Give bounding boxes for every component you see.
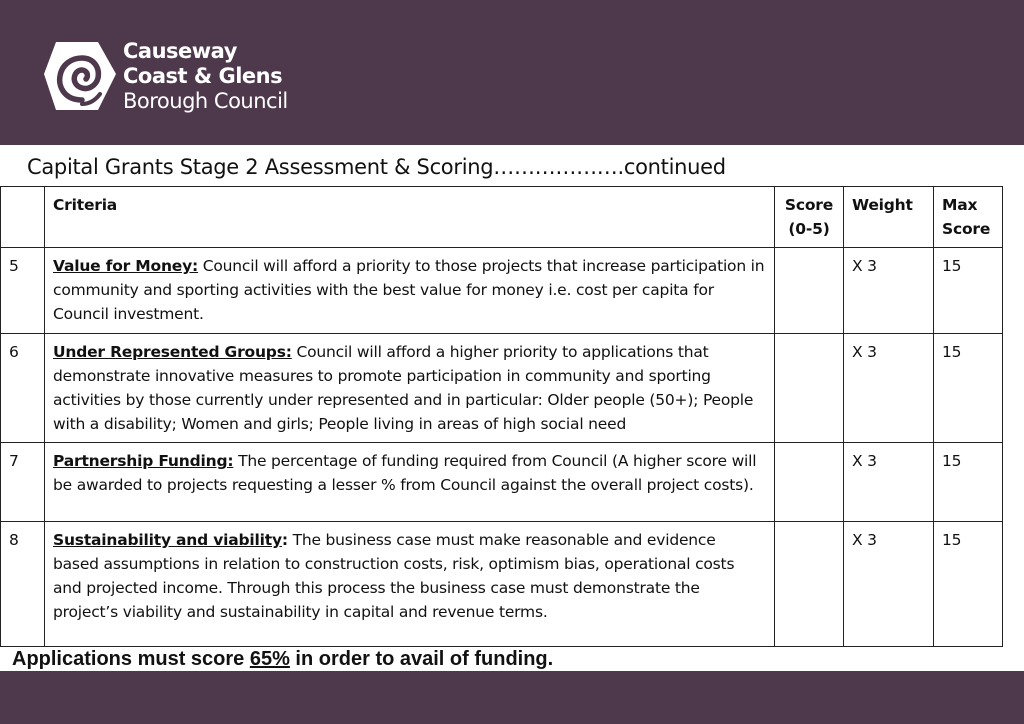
max-score-cell: 15 — [934, 443, 1003, 522]
logo-line-2: Coast & Glens — [123, 63, 283, 88]
scoring-table — [0, 186, 1003, 647]
header-max-score: Max Score — [934, 187, 1003, 248]
criteria-text: The percentage of funding required from Council (A higher score will be awarded to projects requesting a lesser % from Council against the overall project costs). — [53, 452, 757, 494]
criteria-cell — [45, 334, 775, 443]
page-title: Capital Grants Stage 2 Assessment & Scoring……………….continued — [27, 155, 726, 179]
score-cell — [775, 522, 844, 647]
criteria-cell — [45, 248, 775, 334]
table-row — [1, 334, 1003, 443]
criteria-cell — [45, 522, 775, 647]
spiral-hexagon-icon — [42, 40, 118, 112]
logo-wordmark — [123, 39, 288, 114]
score-cell — [775, 248, 844, 334]
header-number — [1, 187, 45, 248]
max-score-cell: 15 — [934, 522, 1003, 647]
max-score-cell: 15 — [934, 248, 1003, 334]
header-score: Score (0-5) — [775, 187, 844, 248]
row-number: 6 — [1, 334, 45, 443]
funding-threshold-note — [12, 648, 553, 671]
criteria-text: Council will afford a higher priority to applications that demonstrate innovative measures to promote participation in community and sporting activities by those currently under represented and in particular: Older people (50+); People with a disability; Women and girls; People living in areas of high social need — [53, 343, 754, 433]
row-number: 5 — [1, 248, 45, 334]
logo-line-1: Causeway — [123, 38, 237, 63]
table-header-row — [1, 187, 1003, 248]
criteria-colon: : — [281, 531, 288, 549]
row-number: 8 — [1, 522, 45, 647]
weight-cell: X 3 — [844, 248, 934, 334]
score-cell — [775, 334, 844, 443]
criteria-title: Partnership Funding: — [53, 452, 234, 470]
weight-cell: X 3 — [844, 334, 934, 443]
criteria-text: Council will afford a priority to those projects that increase participation in community and sporting activities with the best value for money i.e. cost per capita for Council investment. — [53, 257, 765, 323]
table-row — [1, 443, 1003, 522]
weight-cell: X 3 — [844, 443, 934, 522]
header-weight: Weight — [844, 187, 934, 248]
criteria-title: Sustainability and viability — [53, 531, 282, 549]
logo-line-3: Borough Council — [123, 88, 288, 113]
weight-cell: X 3 — [844, 522, 934, 647]
row-number: 7 — [1, 443, 45, 522]
footer-banner — [0, 671, 1024, 724]
max-score-cell: 15 — [934, 334, 1003, 443]
table-row — [1, 522, 1003, 647]
criteria-title: Under Represented Groups: — [53, 343, 292, 361]
score-cell — [775, 443, 844, 522]
criteria-text: The business case must make reasonable and evidence based assumptions in relation to construction costs, risk, optimism bias, operational costs and projected income. Through this process the business case must demonstrate the project’s viability and sustainability in capital and revenue terms. — [53, 531, 735, 621]
header-criteria: Criteria — [45, 187, 775, 248]
council-logo — [42, 40, 288, 112]
criteria-cell — [45, 443, 775, 522]
header-banner — [0, 0, 1024, 145]
table-row — [1, 248, 1003, 334]
note-percentage: 65% — [249, 648, 290, 670]
note-text-after: in order to avail of funding. — [289, 648, 554, 670]
note-text-before: Applications must score — [12, 648, 250, 670]
criteria-title: Value for Money: — [53, 257, 199, 275]
